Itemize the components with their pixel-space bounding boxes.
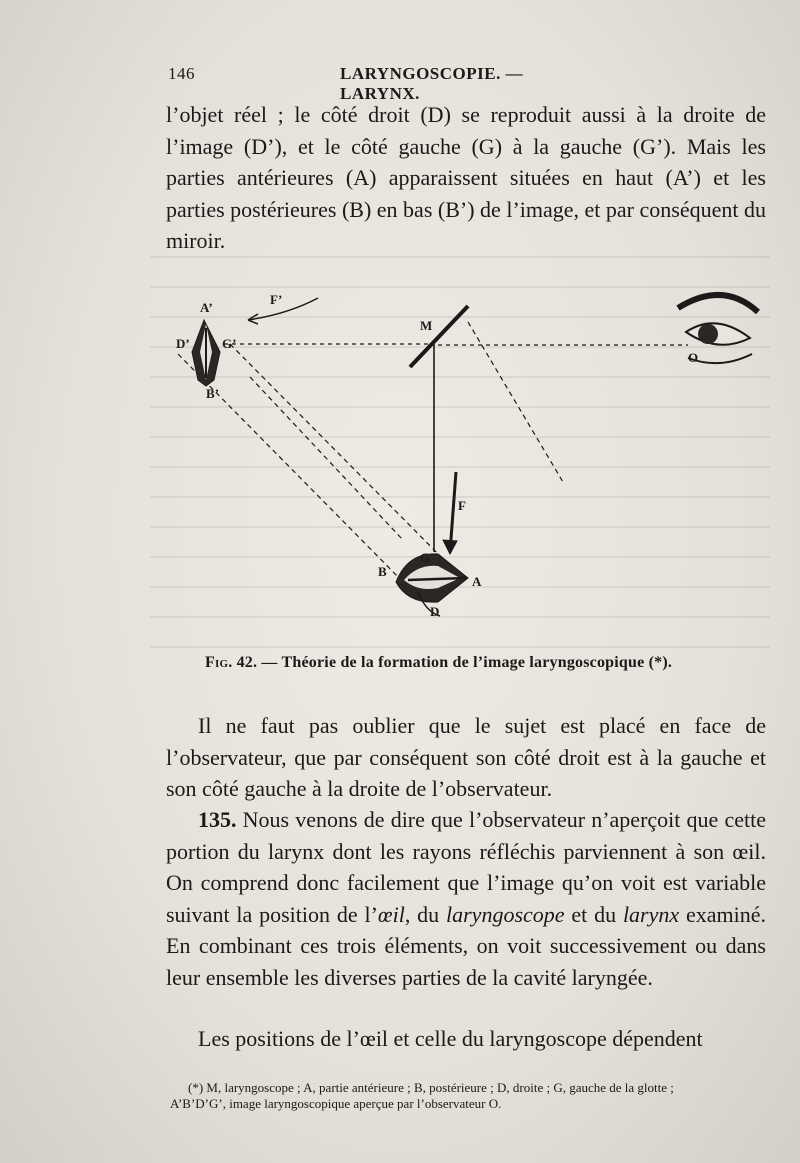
label-f: F — [458, 498, 466, 513]
section-number: 135. — [198, 807, 237, 832]
caption-figure-label: Fig. 42. — [205, 654, 258, 671]
paragraph-3 — [166, 804, 766, 993]
paragraph-3-text: 135. Nous venons de dire que l’observateur n’aperçoit que cette portion du larynx dont les rayons réfléchis parviennent à son œil. On comprend donc facilement que l’image qu’on voit est variable suivant la position de l’œil, du laryngoscope et du larynx examiné. En combinant ces trois éléments, on voit successivement ou dans leur ensemble les diverses parties de la cavité laryngée. — [166, 807, 766, 990]
label-b-prime: B’ — [206, 386, 219, 401]
label-g: G — [420, 550, 431, 565]
figure-42 — [168, 282, 768, 642]
label-d: D — [430, 604, 440, 619]
label-f-prime: F’ — [270, 292, 283, 307]
label-g-prime: G’ — [222, 336, 237, 351]
arrow-f — [450, 472, 456, 552]
label-b: B — [378, 564, 387, 579]
label-o: O — [688, 350, 699, 365]
page-number: 146 — [168, 64, 195, 83]
paragraph-4 — [166, 1023, 766, 1055]
diagonal-ray-4 — [468, 322, 563, 482]
paragraph-1 — [166, 99, 766, 257]
arrow-f-prime — [248, 298, 318, 320]
footnote-line-2: A’B’D’G’, image laryngoscopique aperçue par l’observateur O. — [170, 1096, 502, 1111]
emphasis-oeil: œil — [377, 901, 405, 927]
mirror-line — [410, 306, 468, 367]
label-m: M — [420, 318, 433, 333]
emphasis-larynx: larynx — [622, 901, 680, 927]
paragraph-2 — [166, 710, 766, 805]
diagonal-ray-3 — [250, 377, 403, 540]
label-a: A — [472, 574, 482, 589]
diagonal-ray-2 — [230, 344, 458, 574]
label-a-prime: A’ — [200, 300, 213, 315]
larynx-image-icon — [192, 320, 220, 386]
paragraph-2-text: Il ne faut pas oublier que le sujet est placé en face de l’observateur, que par conséquent son côté droit est à la gauche et son côté gauche à la droite de l’observateur. — [166, 713, 766, 801]
paragraph-4-text: Les positions de l’œil et celle du laryngoscope dépendent — [198, 1026, 703, 1051]
caption-text: — Théorie de la formation de l’image laryngoscopique (*). — [257, 654, 673, 671]
emphasis-laryngoscope: laryngoscope — [446, 901, 565, 927]
running-title: LARYNGOSCOPIE. — LARYNX. — [340, 64, 524, 103]
paragraph-1-text: l’objet réel ; le côté droit (D) se reproduit aussi à la droite de l’image (D’), et le côté gauche (G) à la gauche (G’). Mais les parties antérieures (A) apparaissent situées en haut (A’) et les parties postérieures (B) en bas (B’) de l’image, et par conséquent du miroir. — [166, 102, 766, 253]
footnote — [170, 1080, 770, 1112]
running-header — [168, 64, 588, 103]
label-d-prime: D’ — [176, 336, 190, 351]
figure-caption — [205, 654, 765, 672]
laryngoscopy-diagram — [168, 282, 768, 642]
footnote-line-1: (*) M, laryngoscope ; A, partie antérieure ; B, postérieure ; D, droite ; G, gauche de la glotte ; — [188, 1080, 674, 1095]
